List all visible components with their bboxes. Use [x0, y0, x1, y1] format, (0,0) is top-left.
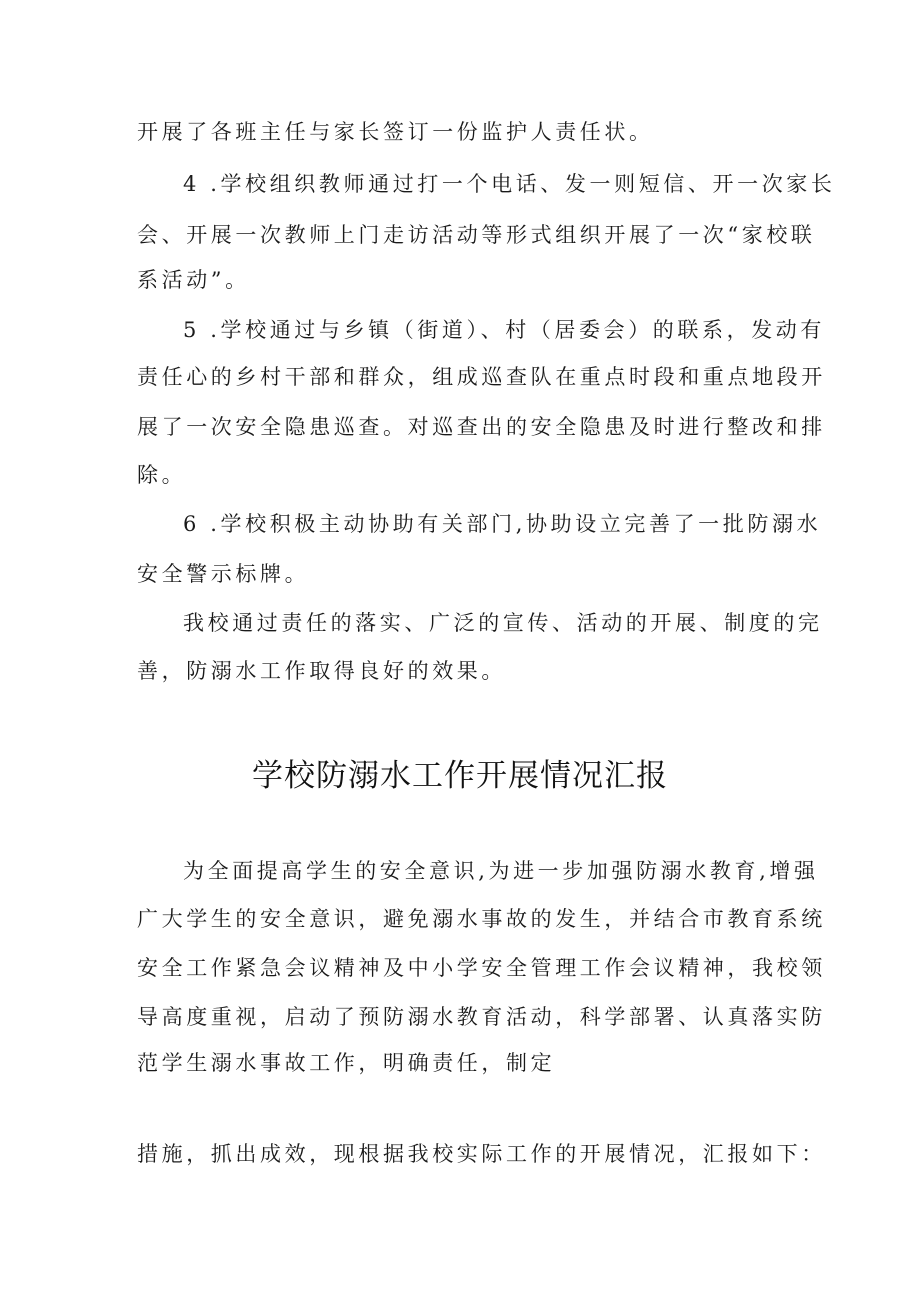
- item-5-line-2: 责任心的乡村干部和群众，组成巡查队在重点时段和重点地段开: [137, 365, 826, 389]
- item-4-line-3: 系活动”。: [137, 268, 250, 292]
- report-intro-line-2: 广大学生的安全意识，避免溺水事故的发生，并结合市教育系统: [137, 907, 826, 931]
- paragraph-1-line-1: 开展了各班主任与家长签订一份监护人责任状。: [137, 120, 654, 144]
- report-intro-line-1: 为全面提高学生的安全意识,为进一步加强防溺水教育,增强: [183, 859, 819, 883]
- item-5-line-3: 展了一次安全隐患巡查。对巡查出的安全隐患及时进行整改和排: [137, 415, 826, 439]
- report-intro-line-5: 范学生溺水事故工作，明确责任，制定: [137, 1051, 556, 1075]
- item-5-line-1: 5 .学校通过与乡镇（街道）、村（居委会）的联系，发动有: [183, 318, 826, 342]
- report-continuation-line: 措施，抓出成效，现根据我校实际工作的开展情况，汇报如下：: [137, 1142, 826, 1166]
- summary-line-1: 我校通过责任的落实、广泛的宣传、活动的开展、制度的完: [183, 611, 823, 635]
- report-intro-line-4: 导高度重视，启动了预防溺水教育活动，科学部署、认真落实防: [137, 1005, 826, 1029]
- item-6-line-2: 安全警示标牌。: [137, 562, 310, 586]
- item-5-line-4: 除。: [137, 463, 187, 487]
- item-4-line-1: 4 .学校组织教师通过打一个电话、发一则短信、开一次家长: [183, 172, 836, 196]
- item-6-line-1: 6 .学校积极主动协助有关部门,协助设立完善了一批防溺水: [183, 512, 822, 536]
- item-4-line-2: 会、开展一次教师上门走访活动等形式组织开展了一次“家校联: [137, 223, 816, 247]
- summary-line-2: 善，防溺水工作取得良好的效果。: [137, 659, 506, 683]
- report-intro-line-3: 安全工作紧急会议精神及中小学安全管理工作会议精神，我校领: [137, 956, 826, 980]
- report-title: 学校防溺水工作开展情况汇报: [252, 758, 668, 794]
